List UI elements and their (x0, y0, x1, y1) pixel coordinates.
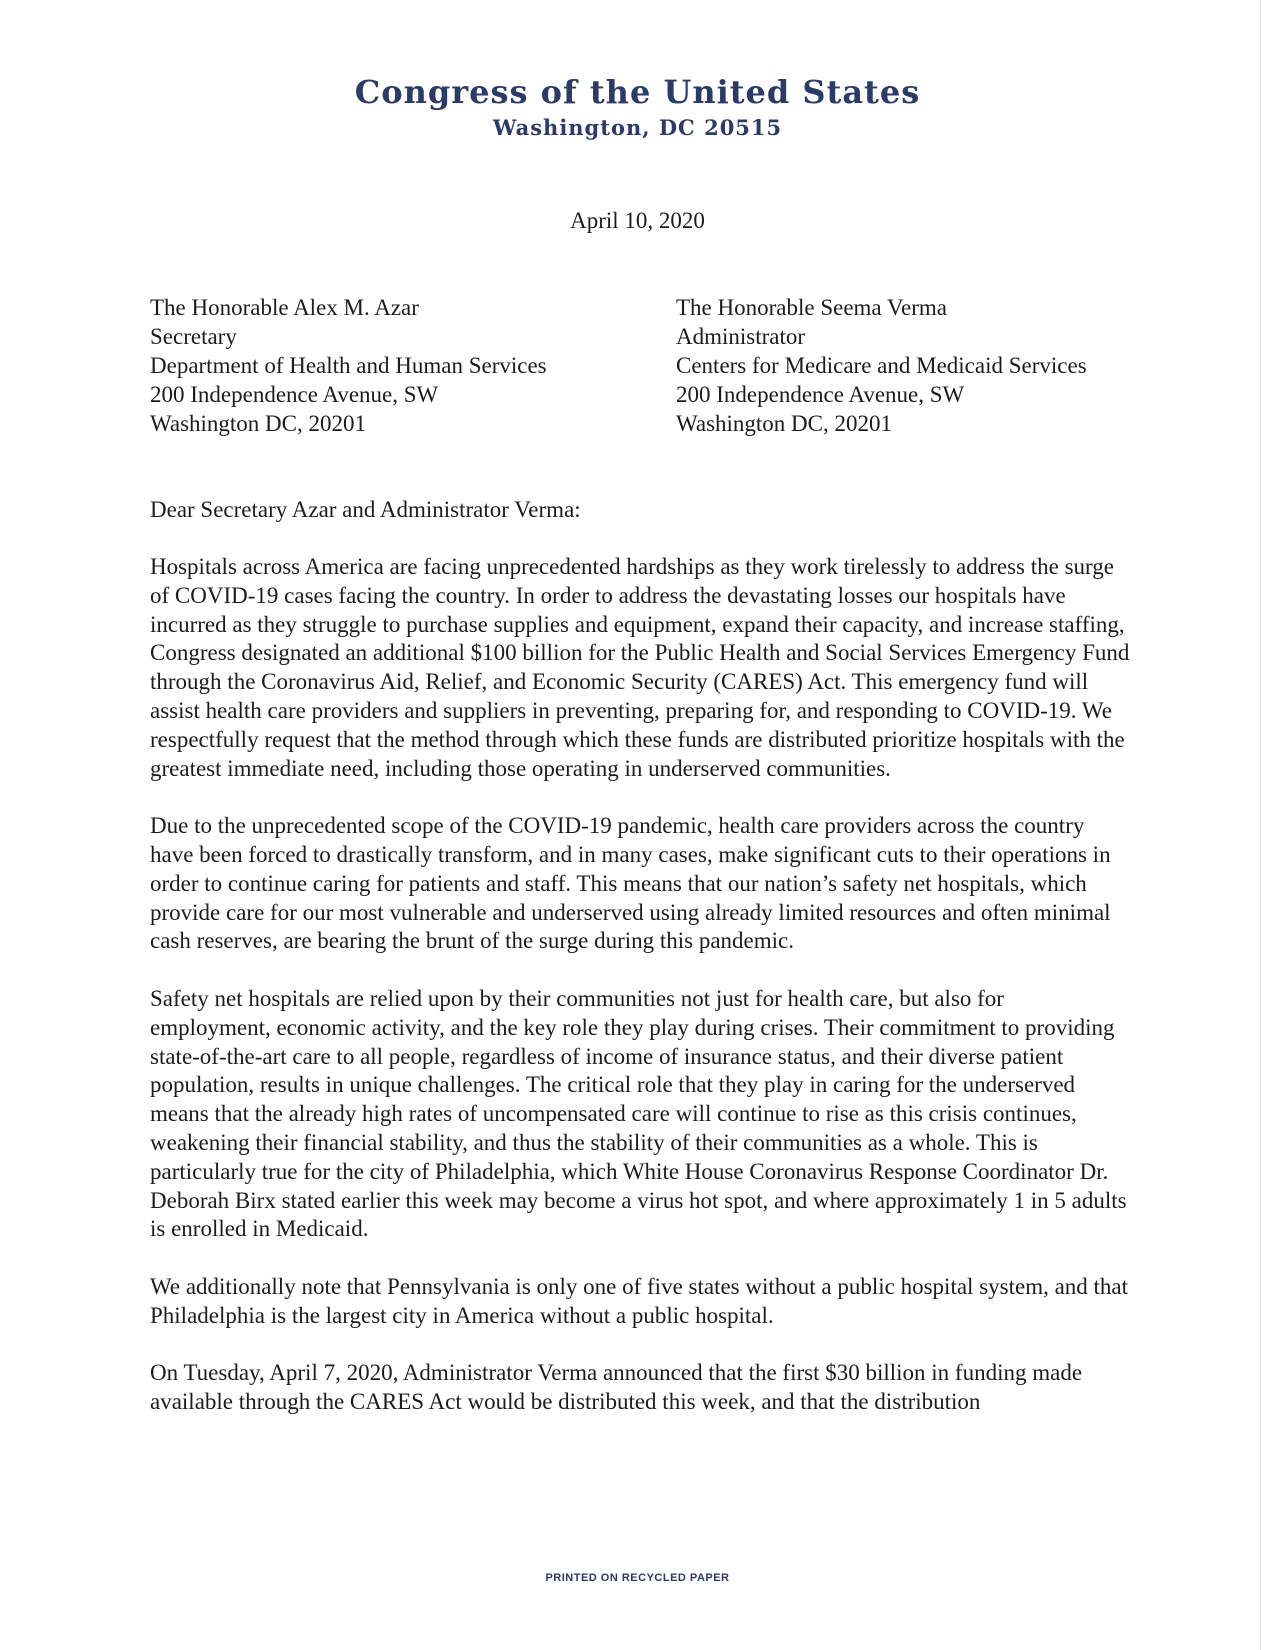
recipient-street: 200 Independence Avenue, SW (676, 382, 965, 407)
body-paragraph-1: Hospitals across America are facing unprecedented hardships as they work tirelessly to address the surge of COVID-19 cases facing the country. In order to address the devastating losses our hospitals have incurred as they struggle to purchase supplies and equipment, expand their capacity, and increase staffing, Congress designated an additional $100 billion for the Public Health and Social Services Emergency Fund through the Coronavirus Aid, Relief, and Economic Security (CARES) Act. This emergency fund will assist health care providers and suppliers in preventing, preparing for, and responding to COVID-19. We respectfully request that the method through which these funds are distributed prioritize hospitals with the greatest immediate need, including those operating in underserved communities. (150, 554, 1130, 781)
body-paragraph-5: On Tuesday, April 7, 2020, Administrator Verma announced that the first $30 billion in funding made available through the CARES Act would be distributed this week, and that the distribution (150, 1360, 1083, 1415)
letterhead-subtitle: Washington, DC 20515 (492, 115, 783, 140)
page-edge (1260, 0, 1261, 1650)
recipient-title: Administrator (676, 324, 806, 349)
recipient-name: The Honorable Seema Verma (676, 295, 948, 320)
recipient-organization: Department of Health and Human Services (150, 353, 547, 378)
recipient-title: Secretary (150, 324, 237, 349)
recipient-name: The Honorable Alex M. Azar (150, 295, 419, 320)
salutation: Dear Secretary Azar and Administrator Verma: (150, 497, 581, 522)
recycled-paper-footer: PRINTED ON RECYCLED PAPER (545, 1572, 730, 1584)
recipient-address-azar (150, 293, 547, 438)
recipient-organization: Centers for Medicare and Medicaid Services (676, 353, 1087, 378)
body-paragraph-2: Due to the unprecedented scope of the COVID-19 pandemic, health care providers across the country have been forced to drastically transform, and in many cases, make significant cuts to their operations in order to continue caring for patients and staff. This means that our nation’s safety net hospitals, which provide care for our most vulnerable and underserved using already limited resources and often minimal cash reserves, are bearing the brunt of the surge during this pandemic. (150, 813, 1111, 954)
body-paragraph-4: We additionally note that Pennsylvania is only one of five states without a public hospital system, and that Philadelphia is the largest city in America without a public hospital. (150, 1273, 1129, 1328)
letterhead (0, 72, 1275, 144)
recipient-city: Washington DC, 20201 (676, 411, 893, 436)
letterhead-title: Congress of the United States (354, 73, 921, 111)
letter-body (150, 553, 1130, 1446)
recipient-city: Washington DC, 20201 (150, 411, 367, 436)
recipient-address-verma (676, 293, 1087, 438)
body-paragraph-3: Safety net hospitals are relied upon by their communities not just for health care, but also for employment, economic activity, and the key role they play during crises. Their commitment to providing state-of-the-art care to all people, regardless of income of insurance status, and their diverse patient population, results in unique challenges. The critical role that they play in caring for the underserved means that the already high rates of uncompensated care will continue to rise as this crisis continues, weakening their financial stability, and thus the stability of their communities as a whole. This is particularly true for the city of Philadelphia, which White House Coronavirus Response Coordinator Dr. Deborah Birx stated earlier this week may become a virus hot spot, and where approximately 1 in 5 adults is enrolled in Medicaid. (150, 985, 1127, 1242)
recipient-street: 200 Independence Avenue, SW (150, 382, 439, 407)
letter-date: April 10, 2020 (570, 208, 705, 233)
